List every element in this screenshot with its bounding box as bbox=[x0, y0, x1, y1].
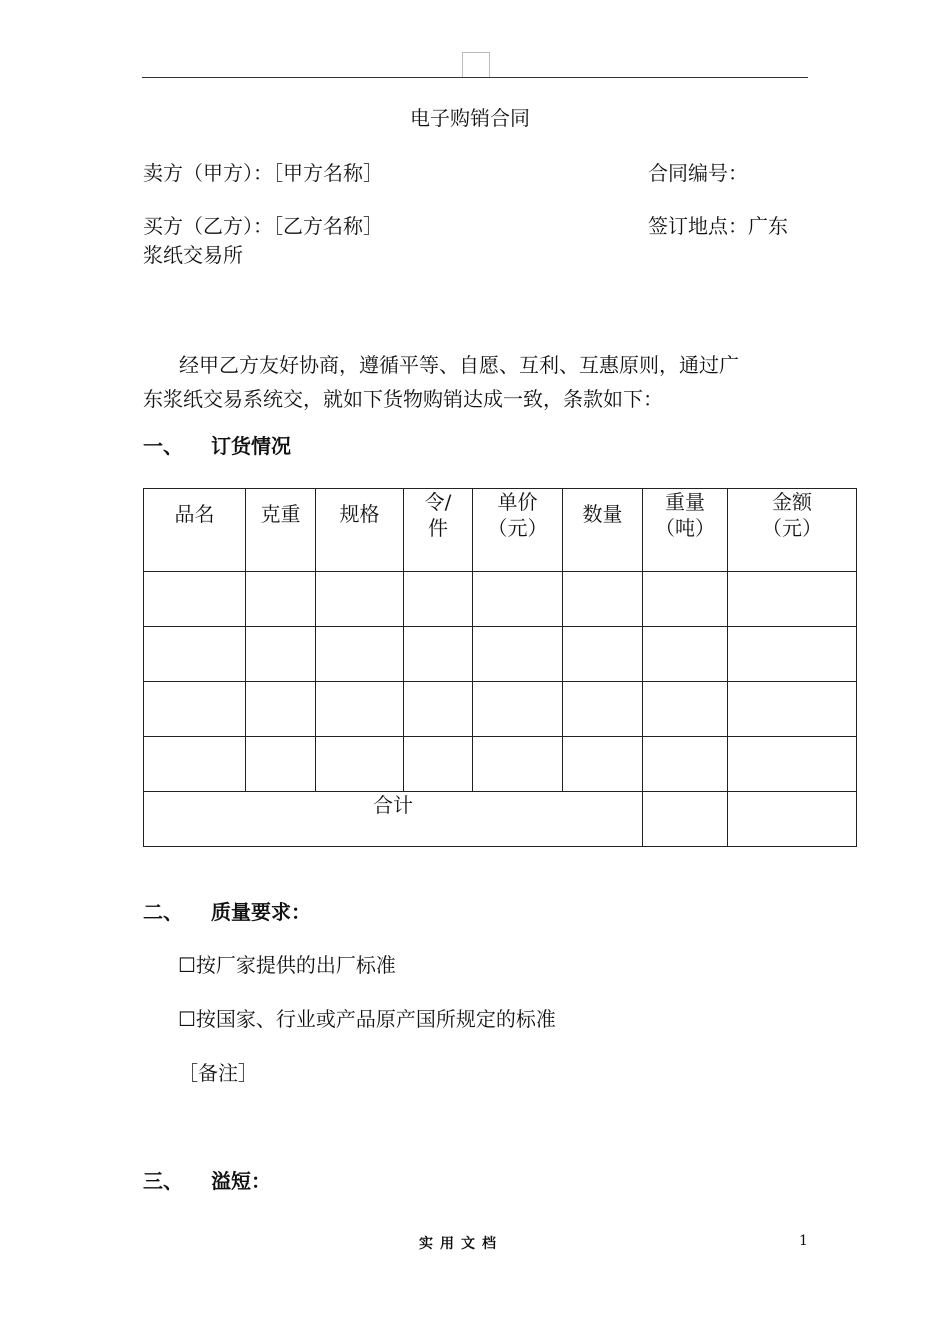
table-header-cell bbox=[144, 489, 246, 572]
quality-option-national[interactable]: ☐按国家、行业或产品原产国所规定的标准 bbox=[178, 1007, 556, 1031]
remark-placeholder: ［备注］ bbox=[178, 1061, 258, 1085]
section-3-number: 三、 bbox=[143, 1169, 183, 1193]
order-table bbox=[143, 488, 857, 847]
section-1-number: 一、 bbox=[143, 434, 183, 458]
intro-paragraph bbox=[143, 348, 813, 416]
section-1-title: 订货情况 bbox=[211, 434, 291, 458]
table-header-row bbox=[144, 489, 857, 572]
contract-number-label: 合同编号： bbox=[648, 161, 748, 185]
table-total-row bbox=[144, 792, 857, 847]
table-header-cell bbox=[473, 489, 563, 572]
buyer-line: 买方（乙方）：［乙方名称］ bbox=[143, 214, 383, 238]
header-label: （吨） bbox=[655, 516, 715, 540]
table-header-cell bbox=[404, 489, 473, 572]
header-label: 金额 bbox=[772, 490, 812, 514]
header-label: 品名 bbox=[174, 502, 215, 526]
header-label: 重量 bbox=[665, 490, 705, 514]
header-label: 令/ bbox=[424, 490, 452, 514]
section-2-title: 质量要求： bbox=[211, 900, 311, 924]
page-number: 1 bbox=[799, 1233, 808, 1249]
footer-text: 实用文档 bbox=[419, 1236, 503, 1252]
header-label: （元） bbox=[487, 516, 548, 540]
sign-place-label: 签订地点：广东 bbox=[648, 214, 788, 238]
table-header-cell bbox=[728, 489, 857, 572]
header-rule bbox=[142, 77, 808, 78]
header-label: 数量 bbox=[582, 502, 623, 526]
header-label: 克重 bbox=[260, 502, 301, 526]
table-header-cell bbox=[246, 489, 316, 572]
quality-option-factory[interactable]: ☐按厂家提供的出厂标准 bbox=[178, 953, 396, 977]
section-3-title: 溢短： bbox=[211, 1169, 271, 1193]
document-title: 电子购销合同 bbox=[410, 106, 530, 130]
sign-place-continued: 浆纸交易所 bbox=[143, 243, 243, 267]
table-row bbox=[144, 737, 857, 792]
section-2-number: 二、 bbox=[143, 900, 183, 924]
table-row bbox=[144, 682, 857, 737]
table-header-cell bbox=[563, 489, 643, 572]
header-label: （元） bbox=[762, 516, 822, 540]
intro-line-1: 经甲乙方友好协商，遵循平等、自愿、互利、互惠原则，通过广 bbox=[179, 353, 739, 377]
table-header-cell bbox=[643, 489, 728, 572]
header-marker bbox=[462, 52, 490, 77]
total-label: 合计 bbox=[373, 793, 413, 817]
header-label: 规格 bbox=[339, 502, 380, 526]
table-row bbox=[144, 627, 857, 682]
intro-line-2: 东浆纸交易系统交，就如下货物购销达成一致，条款如下： bbox=[143, 387, 663, 411]
header-label: 单价 bbox=[497, 490, 538, 514]
table-row bbox=[144, 572, 857, 627]
table-header-cell bbox=[316, 489, 404, 572]
header-label: 件 bbox=[428, 516, 448, 540]
seller-line: 卖方（甲方）：［甲方名称］ bbox=[143, 161, 383, 185]
